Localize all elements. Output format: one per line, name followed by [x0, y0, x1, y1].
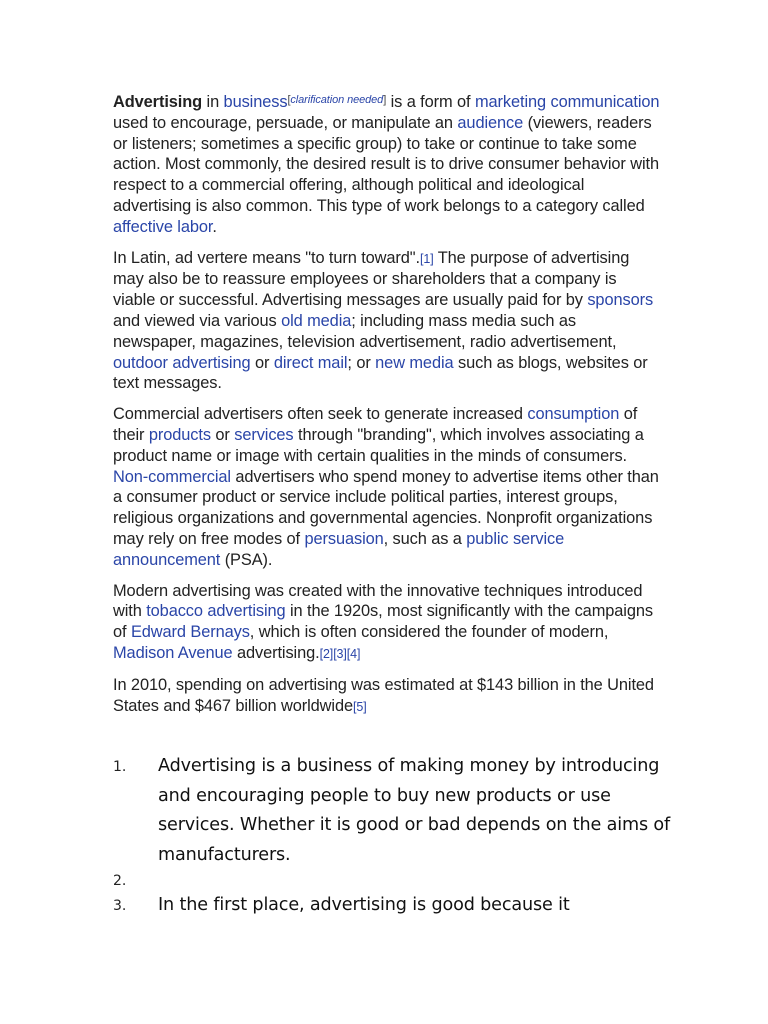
text-run: and viewed via various — [113, 311, 282, 330]
reference-1[interactable]: [1] — [419, 251, 434, 266]
link-products[interactable]: products — [148, 425, 211, 444]
text-run: Modern advertising was created with the innovative techniques introduced with — [113, 581, 643, 621]
text-run: The purpose of advertising may also be to reassure employees or shareholders that a company is viable or successful. Advertising messages are usually paid for by — [113, 248, 630, 310]
numbered-list — [113, 752, 673, 921]
link-new-media[interactable]: new media — [375, 353, 454, 372]
link-persuasion[interactable]: persuasion — [304, 529, 384, 548]
link-madison-avenue[interactable]: Madison Avenue — [113, 643, 233, 662]
reference-2[interactable]: [2] — [319, 646, 334, 661]
list-number: 1. — [113, 759, 127, 775]
link-sponsors[interactable]: sponsors — [587, 291, 654, 310]
link-edward-bernays[interactable]: Edward Bernays — [130, 623, 250, 642]
link-direct-mail[interactable]: direct mail — [273, 353, 348, 372]
text-run: Commercial advertisers often seek to generate increased — [113, 405, 528, 424]
reference-5[interactable]: [5] — [352, 699, 367, 714]
text-run: In 2010, spending on advertising was estimated at $143 billion in the United States and $467 billion worldwide — [113, 675, 654, 715]
paragraph-modern-advertising — [113, 581, 661, 665]
text-run: , such as a — [383, 529, 467, 548]
link-non-commercial[interactable]: Non-commercial — [113, 467, 231, 486]
text-run: ; including mass media such as newspaper, magazines, television advertisement, radio advertisement, — [113, 311, 617, 351]
paragraph-latin-origin — [113, 248, 661, 395]
list-number: 3. — [113, 898, 127, 914]
link-services[interactable]: services — [234, 425, 294, 444]
paragraph-spending-2010 — [113, 675, 661, 718]
link-consumption[interactable]: consumption — [527, 405, 620, 424]
text-run: (viewers, readers or listeners; sometimes a specific group) to take or continue to take some action. Most commonly, the desired result is to drive consumer behavior with respect to a commercial offering, although political and ideological advertising is also common. This type of work belongs to a category called — [113, 113, 659, 215]
text-run: through "branding", which involves associating a product name or image with certain qualities in the minds of consumers. — [113, 425, 644, 465]
link-outdoor-advertising[interactable]: outdoor advertising — [113, 353, 251, 372]
clarification-needed-tag[interactable] — [287, 94, 386, 106]
text-run: ; or — [347, 353, 376, 372]
text-run: in — [202, 93, 224, 111]
list-number: 2. — [113, 873, 127, 889]
link-old-media[interactable]: old media — [281, 311, 352, 330]
reference-4[interactable]: [4] — [346, 646, 361, 661]
text-run: . — [212, 217, 217, 236]
text-run: is a form of — [386, 93, 475, 111]
text-run: or — [250, 353, 274, 372]
bracket-close: ] — [383, 94, 387, 106]
bold-term-advertising: Advertising — [113, 93, 203, 111]
list-item — [113, 891, 673, 921]
reference-3[interactable]: [3] — [333, 646, 347, 661]
link-public-service-announcement[interactable]: public service announcement — [113, 529, 565, 569]
text-run: , which is often considered the founder of modern, — [249, 623, 609, 642]
article-body — [113, 92, 661, 717]
text-run: or — [210, 425, 235, 444]
text-run: (PSA). — [220, 550, 273, 569]
list-item-text: In the first place, advertising is good because it — [158, 895, 570, 915]
link-business[interactable]: business — [223, 93, 288, 111]
link-affective-labor[interactable]: affective labor — [113, 217, 213, 236]
list-item-text: Advertising is a business of making money by introducing and encouraging people to buy new products or use services. Whether it is good or bad depends on the aims of manufacturers. — [158, 756, 671, 865]
paragraph-commercial-advertisers — [113, 404, 661, 570]
link-marketing-communication[interactable]: marketing communication — [474, 93, 660, 111]
text-run: advertising. — [232, 643, 320, 662]
text-run: used to encourage, persuade, or manipulate an — [113, 113, 458, 132]
link-tobacco-advertising[interactable]: tobacco advertising — [146, 602, 286, 621]
text-run: in the 1920s, most significantly with the campaigns of — [113, 602, 653, 642]
list-item — [113, 752, 673, 870]
clarification-needed-link[interactable]: clarification needed — [290, 94, 384, 106]
text-run: In Latin, ad vertere means "to turn toward". — [113, 248, 420, 267]
text-run: such as blogs, websites or text messages. — [113, 353, 648, 393]
text-run: of their — [113, 405, 638, 444]
text-run: advertisers who spend money to advertise items other than a consumer product or service include political parties, interest groups, religious organizations and governmental agencies. Nonprofit organizations may rely on free modes of — [113, 467, 659, 548]
list-item — [113, 870, 673, 891]
bracket-open: [ — [287, 94, 291, 106]
paragraph-definition — [113, 92, 661, 238]
link-audience[interactable]: audience — [457, 113, 524, 132]
